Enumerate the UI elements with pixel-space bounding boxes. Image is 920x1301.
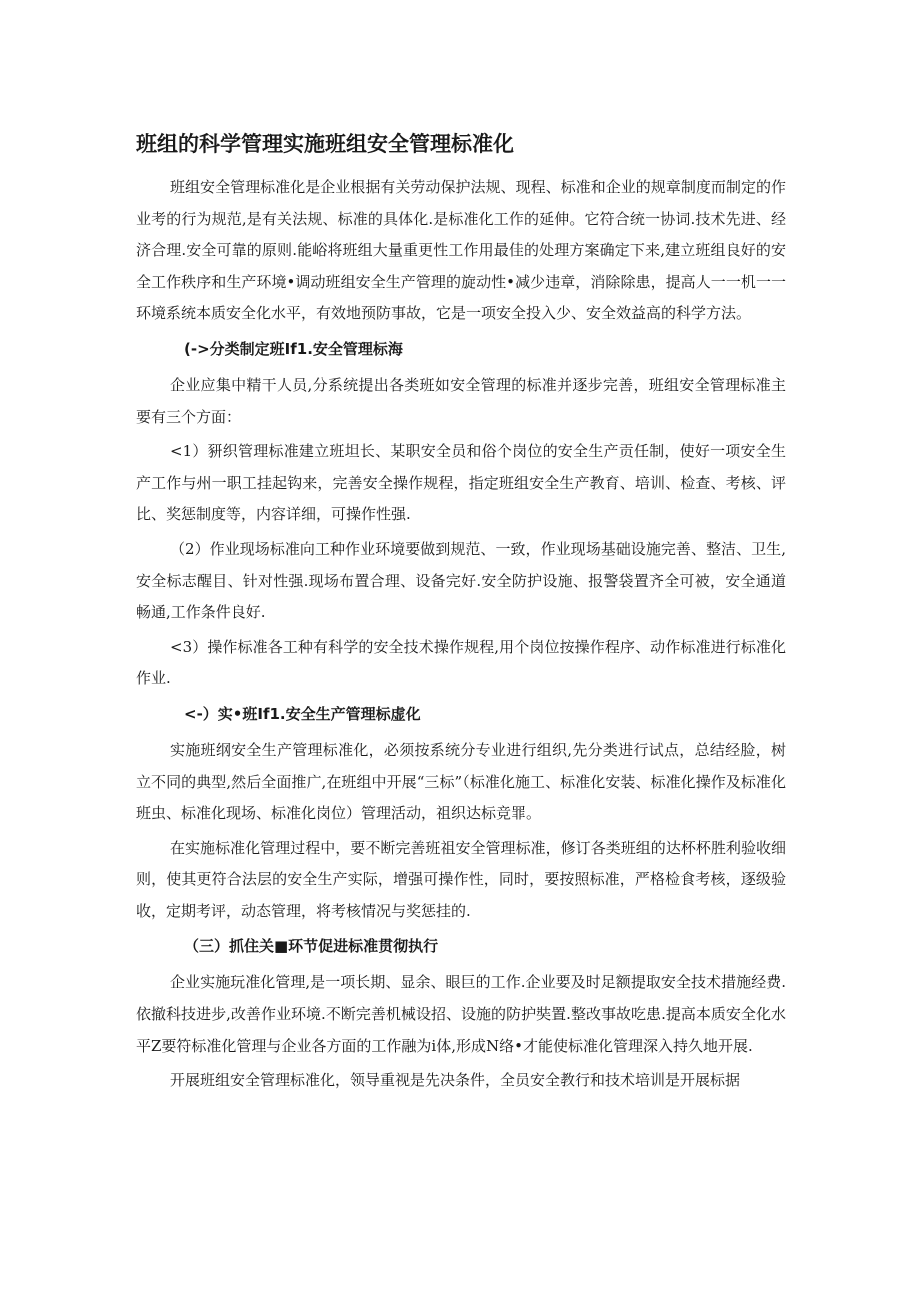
paragraph-standards-overview: 企业应集中精干人员,分系统提出各类班如安全管理的标准并逐步完善，班组安全管理标准主要有三个方面：	[136, 375, 786, 426]
paragraph-operation-standard: <3）操作标准各工种有科学的安全技术操作规程,用个岗位按操作程序、动作标准进行标准化作业.	[136, 637, 786, 688]
section-heading-1: (->分类制定班If1.安全管理标海	[184, 339, 403, 358]
paragraph-organization-standard: <1）豜织管理标准建立班坦长、某职安全员和俗个岗位的安全生产贡任制，使好一项安全生产工作与州一职工挂起钩来，完善安全操作规程，指定班组安全生产教育、培训、检查、考核、评比、奖惩制度等，内容详细，可操作性强.	[136, 442, 786, 524]
paragraph-improvement: 在实施标准化管理过程中，要不断完善班祖安全管理标准，修订各类班组的达杯杯胜利验收细则，使其更符合法层的安全生产实际，增强可操作性，同时，要按照标准，严格检食考核，逐级验收，定期考评，动态管理，将考核情况与奖惩挂的.	[136, 838, 786, 920]
section-heading-2: <-）实•班If1.安全生产管理标虚化	[184, 704, 421, 723]
paragraph-implementation: 实施班纲安全生产管理标准化，必须按系统分专业进行组织,先分类进行试点，总结经脸，树立不同的典型,然后全面推广,在班组中开展“三标”（标准化施工、标准化安装、标准化操作及标准化班虫、标准化现场、标准化岗位）管理活动，祖织达标竞罪。	[136, 740, 786, 823]
paragraph-key-links: 企业实施玩准化管理,是一项长期、显余、眼巨的工作.企业要及时足额提取安全技术措施经费.依撤科技进步,改善作业环境.不断完善机械设招、设施的防护奘置.整改事故吃患.提高本质安全化水平Z要符标准化管理与企业各方面的工作融为i体,形成N络•才能使标准化管理深入持久地开展.	[136, 973, 786, 1055]
section-heading-3: （三）抓住关■环节促进标准贯彻执行	[184, 937, 439, 956]
paragraph-leadership: 开展班组安全管理标准化，领导重视是先决条件，全员安全教行和技术培训是开展标据	[170, 1071, 741, 1090]
document-page	[136, 120, 786, 1100]
paragraph-intro: 班组安全管理标准化是企业根据有关劳动保护法规、现程、标准和企业的规章制度而制定的作业考的行为规范,是有关法规、标准的具体化.是标准化工作的延伸。它符合统一协词.技术先进、经济合理.安全可靠的原则.能峪将班组大量重更性工作用最佳的处理方案确定下来,建立班组良好的安全工作秩序和生产环境•调动班组安全生产管理的旋动性•减少违章，消除除患，提高人一一机一一环境系统本质安全化水平，有效地预防事故，它是一项安全投入少、安全效益高的科学方法。	[136, 178, 786, 323]
document-title: 班组的科学管理实施班组安全管理标准化	[136, 132, 514, 156]
paragraph-worksite-standard: （2）作业现场标准向工种作业环境要做到规范、一致，作业现场基础设施完善、整洁、卫生,安全标志醒目、针对性强.现场布置合理、设备完好.安全防护设施、报警袋置齐全可被，安全通道畅通,工作条件良好.	[136, 539, 786, 622]
